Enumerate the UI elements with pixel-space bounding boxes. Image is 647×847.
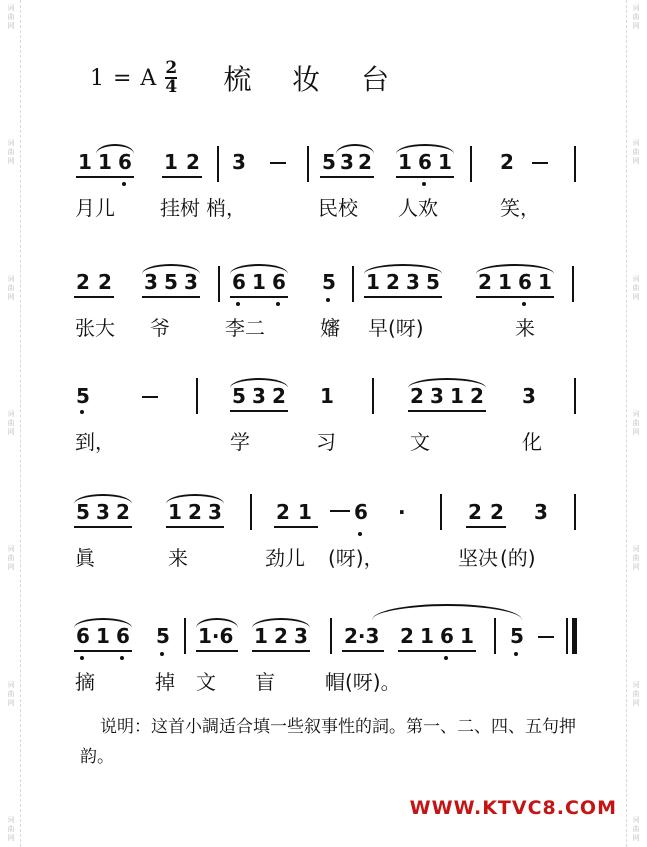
slur — [74, 494, 132, 504]
note: 5 — [76, 384, 90, 408]
lyric: 坚决 — [458, 546, 498, 570]
underline — [274, 526, 318, 528]
slur — [196, 618, 238, 628]
dash — [532, 162, 548, 164]
lyric: 习 — [316, 430, 336, 454]
lyric: 掉 — [155, 670, 175, 694]
note: 3 — [232, 150, 246, 174]
watermark-text: 词 曲 网 — [7, 815, 15, 842]
lyric: 人欢 — [398, 196, 438, 220]
watermark-text: 词 曲 网 — [632, 680, 640, 707]
underline — [398, 650, 476, 652]
note: 1 — [96, 624, 110, 648]
note: 5 — [164, 270, 178, 294]
lyric: 帽(呀)。 — [325, 670, 401, 694]
underline — [342, 650, 384, 652]
barline — [307, 146, 309, 182]
underline — [74, 296, 114, 298]
note: 3 — [294, 624, 308, 648]
underline — [74, 650, 132, 652]
note: · — [398, 500, 406, 524]
note: 5 — [232, 384, 246, 408]
note: 3 — [208, 500, 222, 524]
note: 2 — [490, 500, 504, 524]
note: 1·6 — [198, 624, 234, 648]
note: 5 — [426, 270, 440, 294]
note: 6 — [232, 270, 246, 294]
watermark-text: 词 曲 网 — [7, 4, 15, 30]
lyric: (呀)， — [328, 546, 384, 570]
note: 2·3 — [344, 624, 380, 648]
note: 6 — [518, 270, 532, 294]
lyric: 李二 — [225, 316, 265, 340]
dash — [270, 162, 286, 164]
underline — [162, 176, 202, 178]
final-barline — [572, 618, 577, 654]
watermark-text: 词 曲 网 — [7, 680, 15, 707]
note: 2 — [76, 270, 90, 294]
low-dot — [326, 298, 330, 302]
slur — [230, 378, 288, 388]
note: 3 — [252, 384, 266, 408]
barline — [574, 378, 576, 414]
lyric: 眞 — [75, 546, 95, 570]
underline — [142, 296, 200, 298]
note: 1 — [98, 150, 112, 174]
lyric: 文 — [196, 670, 216, 694]
website-watermark: WWW.KTVC8.COM — [409, 797, 617, 819]
note: 1 — [164, 150, 178, 174]
note: 2 — [470, 384, 484, 408]
lyric: 来 — [168, 546, 188, 570]
barline — [372, 378, 374, 414]
note: 2 — [478, 270, 492, 294]
note: 1 — [78, 150, 92, 174]
low-dot — [120, 656, 124, 660]
note: 3 — [534, 500, 548, 524]
song-title: 梳 妆 台 — [223, 63, 406, 96]
note: 3 — [184, 270, 198, 294]
note: 5 — [156, 624, 170, 648]
note: 5 — [76, 500, 90, 524]
note: 2 — [98, 270, 112, 294]
watermark-text: 词 曲 网 — [632, 274, 640, 301]
note: 2 — [400, 624, 414, 648]
note: 1 — [254, 624, 268, 648]
barline — [574, 494, 576, 530]
slur — [252, 618, 310, 628]
note: 6 — [118, 150, 132, 174]
slur — [364, 264, 442, 274]
note: 3 — [406, 270, 420, 294]
note: 5 — [322, 270, 336, 294]
slur — [142, 264, 200, 274]
slur — [408, 378, 486, 388]
note: 1 — [298, 500, 312, 524]
slur — [166, 494, 224, 504]
lyric: 到， — [75, 430, 115, 454]
note: 3 — [144, 270, 158, 294]
lyric: 笑， — [500, 196, 540, 220]
note: 1 — [538, 270, 552, 294]
time-signature-top: 2 — [165, 58, 178, 78]
lyric: 梢， — [206, 196, 246, 220]
note: 2 — [500, 150, 514, 174]
lyric: 化 — [522, 430, 542, 454]
slur — [74, 618, 132, 628]
barline — [572, 266, 574, 302]
lyric: 月儿 — [75, 196, 115, 220]
note: 6 — [76, 624, 90, 648]
note: 2 — [468, 500, 482, 524]
low-dot — [522, 302, 526, 306]
lyric: 盲 — [255, 670, 275, 694]
low-dot — [80, 656, 84, 660]
barline — [330, 618, 332, 654]
note: 1 — [252, 270, 266, 294]
watermark-text: 词 曲 网 — [632, 139, 640, 166]
time-signature-bottom: 4 — [165, 77, 178, 97]
watermark-text: 词 曲 网 — [7, 545, 15, 572]
note: 5 — [322, 150, 336, 174]
note: 6 — [116, 624, 130, 648]
explanation-note: 说明：这首小調适合填一些叙事性的詞。第一、二、四、五句押韵。 — [80, 717, 576, 767]
underline — [396, 176, 454, 178]
slur — [476, 264, 554, 274]
lyric: 挂树 — [160, 196, 200, 220]
slur — [336, 144, 374, 154]
watermark-text: 词 曲 网 — [7, 274, 15, 301]
lyric: 民校 — [318, 196, 358, 220]
lyric: 早(呀) — [368, 316, 424, 340]
note: 6 — [272, 270, 286, 294]
note: 6 — [354, 500, 368, 524]
note: 1 — [460, 624, 474, 648]
note: 2 — [116, 500, 130, 524]
key-signature: 1 = A — [90, 65, 158, 91]
watermark-text: 词 曲 网 — [632, 409, 640, 436]
low-dot — [422, 182, 426, 186]
watermark-text: 词 曲 网 — [7, 139, 15, 166]
note: 2 — [274, 624, 288, 648]
note: 1 — [168, 500, 182, 524]
note: 1 — [438, 150, 452, 174]
slur — [230, 264, 288, 274]
dash — [142, 396, 158, 398]
lyric: 爷 — [150, 316, 170, 340]
watermark-text: 词 曲 网 — [632, 4, 640, 30]
underline — [466, 526, 506, 528]
lyric: (的) — [500, 546, 536, 570]
low-dot — [122, 182, 126, 186]
lyric: 文 — [410, 430, 430, 454]
barline — [470, 146, 472, 182]
underline — [230, 296, 288, 298]
low-dot — [276, 302, 280, 306]
barline — [440, 494, 442, 530]
note: 3 — [340, 150, 354, 174]
lyric: 嬸 — [320, 316, 340, 340]
note: 2 — [410, 384, 424, 408]
underline — [76, 176, 134, 178]
lyric: 学 — [230, 430, 250, 454]
note: 1 — [420, 624, 434, 648]
underline — [74, 526, 132, 528]
watermark-text: 词 曲 网 — [632, 815, 640, 842]
note: 1 — [398, 150, 412, 174]
underline — [320, 176, 374, 178]
barline — [566, 618, 568, 654]
note: 2 — [272, 384, 286, 408]
note: 2 — [186, 150, 200, 174]
low-dot — [358, 532, 362, 536]
barline — [217, 146, 219, 182]
low-dot — [236, 302, 240, 306]
slur — [96, 144, 134, 154]
note: 2 — [358, 150, 372, 174]
tie-line — [330, 510, 350, 512]
low-dot — [444, 656, 448, 660]
long-slur — [372, 604, 522, 620]
note: 1 — [450, 384, 464, 408]
watermark-text: 词 曲 网 — [7, 409, 15, 436]
underline — [230, 410, 288, 412]
barline — [218, 266, 220, 302]
underline — [364, 296, 442, 298]
slur — [396, 144, 454, 154]
note: 1 — [366, 270, 380, 294]
note: 2 — [188, 500, 202, 524]
underline — [476, 296, 554, 298]
underline — [166, 526, 224, 528]
barline — [574, 146, 576, 182]
low-dot — [80, 410, 84, 414]
watermark-text: 词 曲 网 — [632, 545, 640, 572]
note: 1 — [320, 384, 334, 408]
note: 3 — [430, 384, 444, 408]
lyric: 来 — [515, 316, 535, 340]
low-dot — [160, 652, 164, 656]
barline — [184, 618, 186, 654]
underline — [252, 650, 310, 652]
note: 2 — [386, 270, 400, 294]
barline — [250, 494, 252, 530]
note: 5 — [510, 624, 524, 648]
note: 3 — [522, 384, 536, 408]
lyric: 张大 — [75, 316, 115, 340]
note: 6 — [418, 150, 432, 174]
note: 1 — [498, 270, 512, 294]
note: 2 — [276, 500, 290, 524]
dash — [538, 636, 554, 638]
underline — [196, 650, 238, 652]
lyric: 劲儿 — [265, 546, 305, 570]
lyric: 摘 — [75, 670, 95, 694]
low-dot — [514, 652, 518, 656]
barline — [494, 618, 496, 654]
barline — [196, 378, 198, 414]
note: 6 — [440, 624, 454, 648]
underline — [408, 410, 486, 412]
note: 3 — [96, 500, 110, 524]
barline — [352, 266, 354, 302]
